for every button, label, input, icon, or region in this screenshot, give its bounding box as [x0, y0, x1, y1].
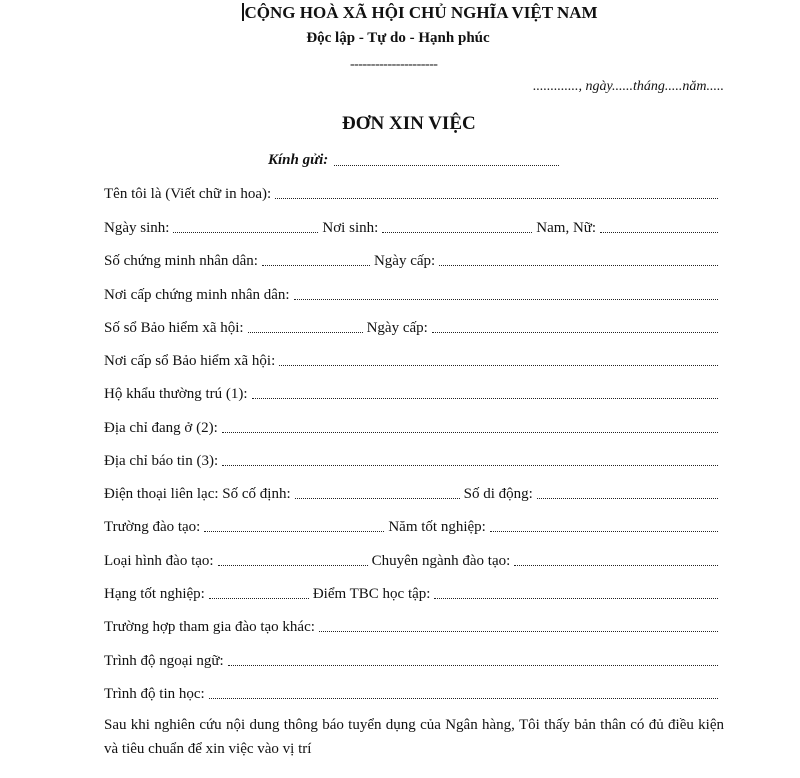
graduation-year-field[interactable] [490, 530, 718, 532]
insurance-number-label: Số sổ Bảo hiểm xã hội: [104, 320, 244, 336]
full-name-field[interactable] [275, 197, 718, 199]
landline-field[interactable] [295, 497, 460, 499]
insurance-issue-date-field[interactable] [432, 331, 718, 333]
row-current-address [104, 418, 722, 438]
it-skill-field[interactable] [209, 697, 718, 699]
insurance-issue-place-field[interactable] [279, 364, 718, 366]
row-phone [104, 484, 722, 504]
birthplace-label: Nơi sinh: [322, 220, 379, 236]
graduation-year-label: Năm tốt nghiệp: [388, 519, 486, 535]
header-divider: --------------------- [350, 57, 438, 72]
row-foreign-language [104, 651, 722, 671]
graduation-rank-label: Hạng tốt nghiệp: [104, 586, 205, 602]
national-motto-text: Độc lập - Tự do - Hạnh phúc [306, 30, 490, 46]
training-type-label: Loại hình đào tạo: [104, 553, 214, 569]
insurance-issue-place-label: Nơi cấp sổ Bảo hiểm xã hội: [104, 353, 276, 369]
other-training-label: Trường hợp tham gia đào tạo khác: [104, 619, 315, 635]
mobile-field[interactable] [537, 497, 718, 499]
id-number-field[interactable] [262, 264, 370, 266]
national-title [242, 3, 598, 23]
row-id-issue-place [104, 285, 722, 305]
row-birth [104, 218, 722, 238]
national-motto [0, 30, 800, 47]
school-label: Trường đào tạo: [104, 519, 201, 535]
mailing-address-label: Địa chỉ báo tin (3): [104, 453, 219, 469]
foreign-language-field[interactable] [228, 664, 718, 666]
insurance-issue-date-label: Ngày cấp: [366, 320, 428, 336]
insurance-number-field[interactable] [248, 331, 363, 333]
row-training-type [104, 551, 722, 571]
recipient-line [268, 152, 559, 169]
row-id-number [104, 251, 722, 271]
text-cursor [242, 3, 244, 21]
dob-label: Ngày sinh: [104, 220, 170, 236]
full-name-label: Tên tôi là (Viết chữ in hoa): [104, 186, 272, 202]
date-line[interactable]: ............., ngày......tháng.....năm..... [533, 79, 724, 94]
dob-field[interactable] [173, 231, 318, 233]
permanent-residence-field[interactable] [252, 397, 718, 399]
gpa-label: Điểm TBC học tập: [312, 586, 431, 602]
birthplace-field[interactable] [382, 231, 532, 233]
row-school [104, 517, 722, 537]
row-insurance-issue-place [104, 351, 722, 371]
mobile-label: Số di động: [463, 486, 533, 502]
phone-label: Điện thoại liên lạc: Số cố định: [104, 486, 291, 502]
gender-label: Nam, Nữ: [536, 220, 597, 236]
row-graduation-rank [104, 584, 722, 604]
national-title-text: CỘNG HOÀ XÃ HỘI CHỦ NGHĨA VIỆT NAM [244, 3, 598, 22]
closing-paragraph: Sau khi nghiên cứu nội dung thông báo tuyển dụng của Ngân hàng, Tôi thấy bản thân có đủ điều kiện và tiêu chuẩn để xin việc vào vị trí [104, 717, 724, 757]
id-issue-place-label: Nơi cấp chứng minh nhân dân: [104, 287, 290, 303]
graduation-rank-field[interactable] [209, 597, 309, 599]
row-permanent-residence [104, 384, 722, 404]
row-it-skill [104, 684, 722, 704]
mailing-address-field[interactable] [222, 464, 718, 466]
major-label: Chuyên ngành đào tạo: [371, 553, 511, 569]
id-number-label: Số chứng minh nhân dân: [104, 253, 258, 269]
current-address-field[interactable] [222, 431, 718, 433]
other-training-field[interactable] [319, 630, 718, 632]
recipient-field[interactable] [334, 152, 559, 166]
it-skill-label: Trình độ tin học: [104, 686, 205, 702]
id-issue-date-field[interactable] [439, 264, 718, 266]
row-insurance-number [104, 318, 722, 338]
school-field[interactable] [204, 530, 384, 532]
id-issue-date-label: Ngày cấp: [373, 253, 436, 269]
row-mailing-address [104, 451, 722, 471]
row-other-training [104, 617, 722, 637]
row-full-name [104, 184, 722, 204]
gender-field[interactable] [600, 231, 718, 233]
gpa-field[interactable] [434, 597, 718, 599]
id-issue-place-field[interactable] [294, 298, 718, 300]
foreign-language-label: Trình độ ngoại ngữ: [104, 653, 224, 669]
document-title: ĐƠN XIN VIỆC [342, 113, 476, 134]
major-field[interactable] [514, 564, 718, 566]
permanent-residence-label: Hộ khẩu thường trú (1): [104, 386, 248, 402]
current-address-label: Địa chỉ đang ở (2): [104, 420, 218, 436]
training-type-field[interactable] [218, 564, 368, 566]
recipient-label: Kính gửi: [268, 152, 329, 168]
